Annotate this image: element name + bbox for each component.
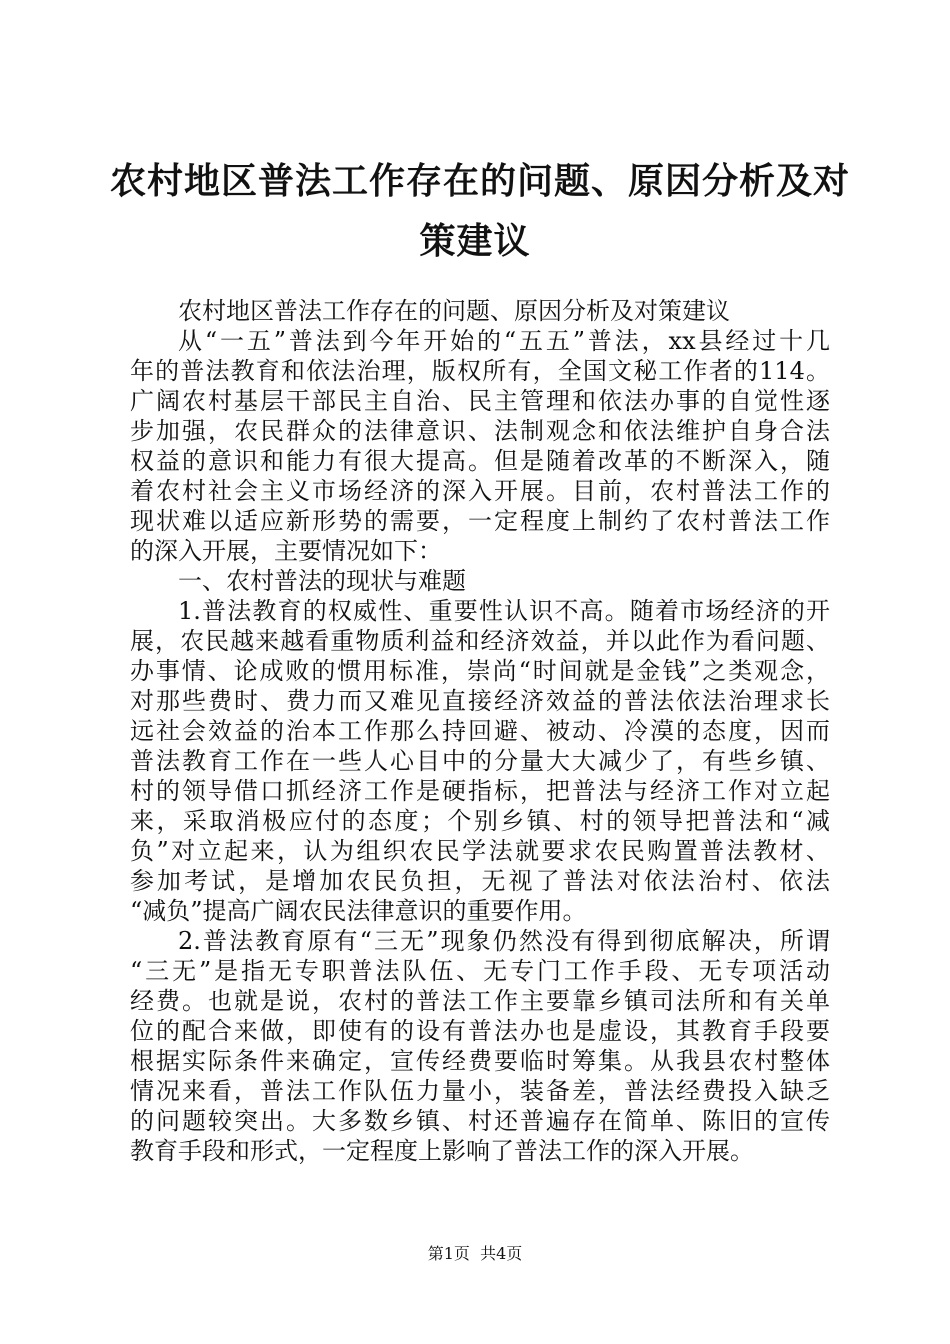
paragraph-line: 来，采取消极应付的态度；个别乡镇、村的领导把普法和“减 [130,807,830,835]
paragraph-line: 远社会效益的治本工作那么持回避、被动、冷漠的态度，因而 [130,717,830,745]
page-title-line-1: 农村地区普法工作存在的问题、原因分析及对 [110,161,851,202]
paragraph-line: 办事情、论成败的惯用标准，崇尚“时间就是金钱”之类观念， [130,657,830,685]
page-footer [0,1244,950,1264]
paragraph-line: 2.普法教育原有“三无”现象仍然没有得到彻底解决，所谓 [178,927,830,955]
paragraph-line: 步加强，农民群众的法律意识、法制观念和依法维护自身合法 [130,417,830,445]
paragraph-line: “三无”是指无专职普法队伍、无专门工作手段、无专项活动 [130,957,830,985]
paragraph-line: 参加考试，是增加农民负担，无视了普法对依法治村、依法 [130,867,830,895]
paragraph-line: 经费。也就是说，农村的普法工作主要靠乡镇司法所和有关单 [130,987,830,1015]
paragraph-line: 广阔农村基层干部民主自治、民主管理和依法办事的自觉性逐 [130,387,830,415]
section-heading: 一、农村普法的现状与难题 [178,567,466,595]
paragraph-line: 普法教育工作在一些人心目中的分量大大减少了，有些乡镇、 [130,747,830,775]
paragraph-line: 农村地区普法工作存在的问题、原因分析及对策建议 [178,297,730,325]
paragraph-line: 负”对立起来，认为组织农民学法就要求农民购置普法教材、 [130,837,830,865]
paragraph-line: 对那些费时、费力而又难见直接经济效益的普法依法治理求长 [130,687,830,715]
paragraph-line: 展，农民越来越看重物质利益和经济效益，并以此作为看问题、 [130,627,830,655]
paragraph-line: 教育手段和形式，一定程度上影响了普法工作的深入开展。 [130,1137,754,1165]
paragraph-line: 位的配合来做，即使有的设有普法办也是虚设，其教育手段要 [130,1017,830,1045]
document-body [130,296,830,1166]
paragraph-line: 根据实际条件来确定，宣传经费要临时筹集。从我县农村整体 [130,1047,830,1075]
paragraph-line: 年的普法教育和依法治理，版权所有，全国文秘工作者的114。 [130,357,830,385]
page-number: 第1页 共4页 [427,1244,523,1263]
page-title-line-2: 策建议 [419,221,531,262]
paragraph-line: 从“一五”普法到今年开始的“五五”普法，xx县经过十几 [178,327,830,355]
paragraph-line: 现状难以适应新形势的需要，一定程度上制约了农村普法工作 [130,507,830,535]
paragraph-line: 情况来看，普法工作队伍力量小，装备差，普法经费投入缺乏 [130,1077,830,1105]
paragraph-line: 1.普法教育的权威性、重要性认识不高。随着市场经济的开 [178,597,830,625]
paragraph-line: 着农村社会主义市场经济的深入开展。目前，农村普法工作的 [130,477,830,505]
paragraph-line: 权益的意识和能力有很大提高。但是随着改革的不断深入，随 [130,447,830,475]
paragraph-line: 的问题较突出。大多数乡镇、村还普遍存在简单、陈旧的宣传 [130,1107,830,1135]
paragraph-line: “减负”提高广阔农民法律意识的重要作用。 [130,897,587,925]
paragraph-line: 村的领导借口抓经济工作是硬指标，把普法与经济工作对立起 [130,777,830,805]
paragraph-line: 的深入开展，主要情况如下： [130,537,442,565]
